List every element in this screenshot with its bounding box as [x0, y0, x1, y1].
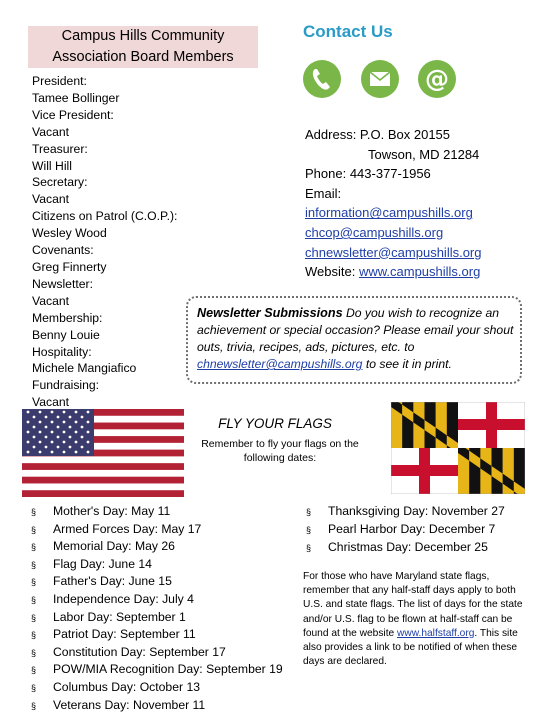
fly-flags-subtitle: Remember to fly your flags on the following dates: — [201, 438, 359, 464]
board-role-label: Secretary: — [32, 175, 88, 190]
flag-dates-list-right — [306, 503, 505, 557]
flag-date-text: Pearl Harbor Day: December 7 — [328, 522, 496, 536]
bullet-icon: § — [31, 700, 37, 711]
email-link-information[interactable]: information@campushills.org — [305, 205, 473, 221]
newsletter-heading: Newsletter Submissions — [197, 306, 343, 320]
bullet-icon: § — [31, 647, 37, 658]
newsletter-text: Newsletter Submissions Do you wish to recognize an achievement or special occasion? Please email your shout outs, trivia, recipes, ads, pictures, etc. to chnewsletter@campushills.org to see it in print. — [197, 306, 514, 371]
board-member-name: Wesley Wood — [32, 226, 107, 241]
bullet-icon: § — [31, 542, 37, 553]
bullet-icon: § — [31, 665, 37, 676]
board-title: Campus Hills Community Association Board Members — [28, 26, 258, 68]
flag-date-item — [31, 609, 283, 627]
halfstaff-link[interactable]: www.halfstaff.org — [397, 627, 475, 639]
flag-date-text: Veterans Day: November 11 — [53, 697, 206, 712]
contact-info — [305, 125, 482, 282]
flag-date-item — [31, 556, 283, 574]
board-role-label: Covenants: — [32, 243, 94, 258]
bullet-icon: § — [306, 543, 312, 553]
bullet-icon: § — [31, 630, 37, 641]
board-member-name: Vacant — [32, 124, 70, 139]
flag-date-item — [31, 679, 283, 697]
flag-date-text: Father's Day: June 15 — [53, 574, 172, 589]
flag-date-text: Independence Day: July 4 — [53, 591, 194, 606]
board-member-name: Tamee Bollinger — [32, 90, 120, 105]
flag-date-item — [31, 503, 283, 521]
email-link-chcop[interactable]: chcop@campushills.org — [305, 224, 444, 240]
flag-date-text: Labor Day: September 1 — [53, 609, 186, 624]
board-role-label: Hospitality: — [32, 344, 92, 359]
envelope-icon — [361, 60, 399, 98]
board-role-label: President: — [32, 74, 87, 88]
flag-date-text: Armed Forces Day: May 17 — [53, 521, 202, 536]
phone-number: Phone: 443-377-1956 — [305, 166, 431, 182]
phone-icon — [303, 60, 341, 98]
flag-date-item — [31, 538, 283, 556]
board-member-name: Vacant — [32, 395, 70, 410]
board-role-label: Vice President: — [32, 107, 114, 122]
flag-date-item — [31, 521, 283, 539]
board-member-name: Vacant — [32, 293, 70, 308]
flag-date-text: Constitution Day: September 17 — [53, 644, 226, 659]
board-member-name: Benny Louie — [32, 327, 100, 342]
maryland-flag-note: For those who have Maryland state flags, remember that any half-staff days apply to both U.S. and state flags. The list of days for the state and/or U.S. flag to be flown at half-staff can be found at the website www.halfstaff.org. This site also provides a link to be notified of when these days are declared. — [303, 571, 523, 668]
board-role-label: Newsletter: — [32, 276, 93, 291]
flag-dates-list-left — [31, 503, 283, 714]
newsletter-email-link[interactable]: chnewsletter@campushills.org — [197, 357, 363, 371]
board-role-label: Membership: — [32, 310, 103, 325]
bullet-icon: § — [31, 594, 37, 605]
flag-date-item — [306, 521, 505, 539]
address-city: Towson, MD 21284 — [368, 146, 480, 162]
flag-date-item — [31, 661, 283, 679]
flag-date-text: POW/MIA Recognition Day: September 19 — [53, 662, 283, 677]
flag-date-text: Columbus Day: October 13 — [53, 679, 200, 694]
bullet-icon: § — [31, 559, 37, 570]
flag-date-item — [31, 644, 283, 662]
flag-date-item — [31, 573, 283, 591]
bullet-icon: § — [31, 507, 37, 517]
bullet-icon: § — [306, 507, 312, 517]
website-line: Website: www.campushills.org — [305, 264, 481, 280]
flag-date-text: Flag Day: June 14 — [53, 556, 152, 571]
flag-date-item — [31, 697, 283, 715]
bullet-icon: § — [31, 612, 37, 623]
board-role-label: Citizens on Patrol (C.O.P.): — [32, 209, 178, 224]
bullet-icon: § — [31, 577, 37, 588]
flag-date-text: Memorial Day: May 26 — [53, 539, 175, 554]
fly-flags-title: FLY YOUR FLAGS — [218, 416, 332, 431]
flag-date-item — [31, 626, 283, 644]
bullet-icon: § — [306, 525, 312, 535]
flag-date-text: Mother's Day: May 11 — [53, 504, 171, 518]
flag-date-text: Christmas Day: December 25 — [328, 540, 488, 554]
board-role-label: Fundraising: — [32, 378, 100, 393]
us-flag-image — [22, 409, 184, 497]
bullet-icon: § — [31, 524, 37, 535]
svg-text:@: @ — [425, 65, 449, 93]
at-sign-icon — [418, 60, 456, 98]
flag-date-text: Patriot Day: September 11 — [53, 627, 196, 642]
email-label: Email: — [305, 185, 342, 201]
flag-date-item — [306, 539, 505, 557]
contact-title: Contact Us — [303, 22, 393, 41]
bullet-icon: § — [31, 682, 37, 693]
address-line: Address: P.O. Box 20155 — [305, 127, 451, 142]
board-member-name: Will Hill — [32, 158, 72, 173]
board-member-name: Greg Finnerty — [32, 259, 107, 274]
board-member-name: Michele Mangiafico — [32, 361, 137, 376]
flag-date-text: Thanksgiving Day: November 27 — [328, 504, 505, 518]
maryland-flag-image — [391, 402, 525, 494]
email-link-newsletter[interactable]: chnewsletter@campushills.org — [305, 244, 482, 260]
board-member-name: Vacant — [32, 192, 70, 207]
flag-date-item — [31, 591, 283, 609]
board-role-label: Treasurer: — [32, 141, 88, 156]
website-link[interactable]: www.campushills.org — [358, 264, 481, 280]
flag-date-item — [306, 503, 505, 521]
